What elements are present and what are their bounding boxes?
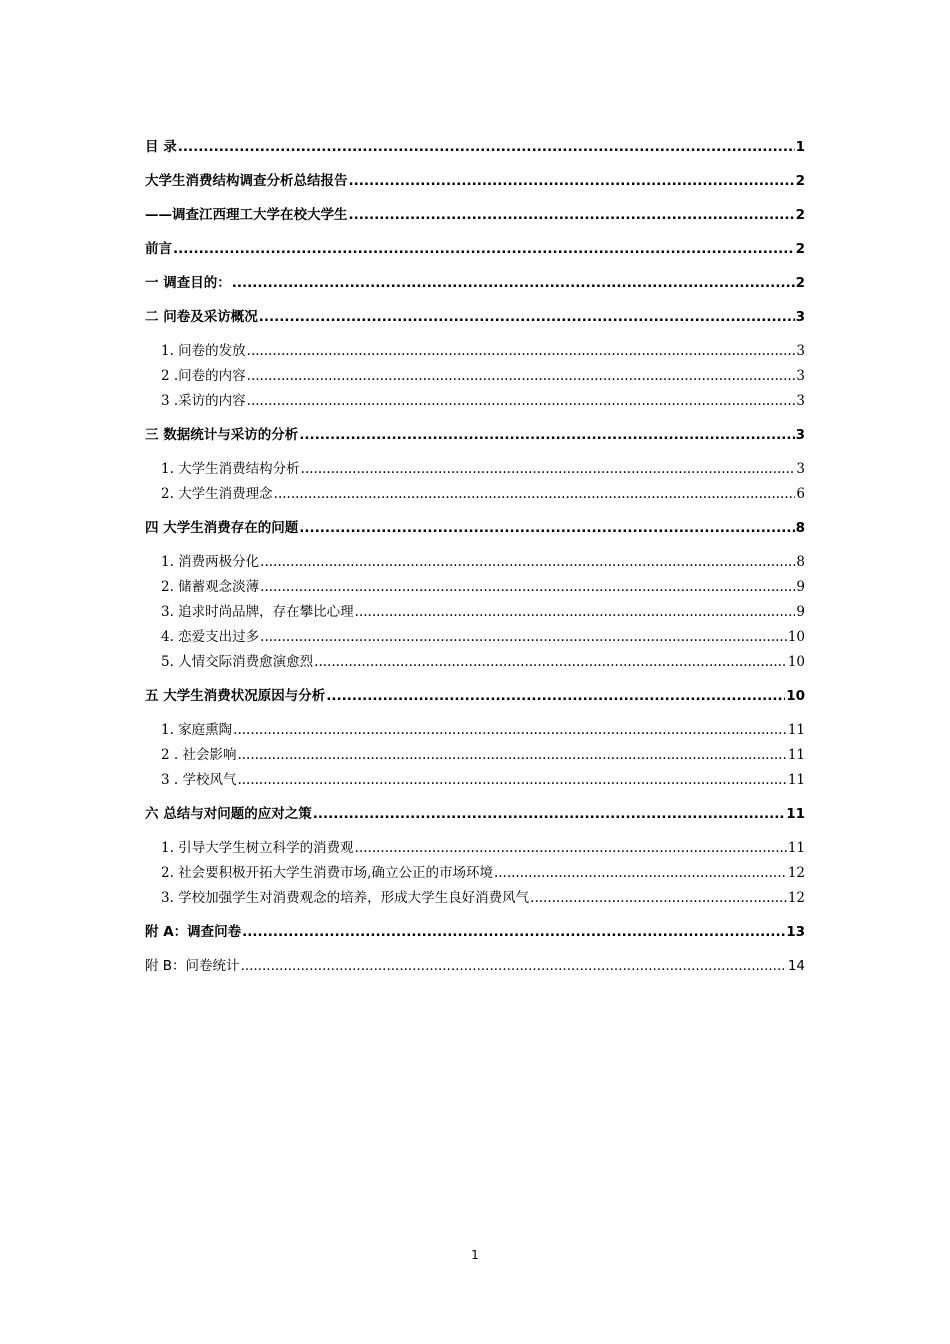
toc-entry-title: 六 总结与对问题的应对之策 [145,806,312,822]
toc-entry-page: 12 [787,865,805,881]
toc-entry-page: 1 [795,139,805,155]
dot-leader [247,339,796,363]
dot-leader [232,271,795,295]
dot-leader [494,861,787,885]
toc-entry-page: 11 [787,840,805,856]
toc-entry-section[interactable] [145,836,805,860]
toc-entry-page: 8 [796,554,805,570]
toc-entry-page: 3 [796,393,805,409]
toc-entry-page: 11 [786,806,805,822]
toc-entry-title: 3. 学校加强学生对消费观念的培养，形成大学生良好消费风气 [161,890,530,906]
toc-entry-page: 11 [787,722,805,738]
toc-entry-title: 附 A：调查问卷 [145,924,242,940]
toc-entry-page: 6 [796,486,805,502]
dot-leader [349,203,795,227]
toc-entry-page: 9 [796,579,805,595]
toc-entry-chapter[interactable] [145,423,805,447]
toc-entry-chapter[interactable] [145,920,805,944]
toc-entry-chapter[interactable] [145,305,805,329]
toc-entry-title: 2. 大学生消费理念 [161,486,273,502]
dot-leader [247,389,796,413]
dot-leader [326,684,785,708]
toc-entry-chapter[interactable] [145,203,805,227]
dot-leader [173,237,795,261]
toc-entry-chapter[interactable] [145,802,805,826]
toc-entry-page: 2 [795,241,805,257]
toc-entry-section[interactable] [145,339,805,363]
toc-entry-page: 13 [786,924,805,940]
toc-entry-page: 3 [796,368,805,384]
toc-entry-chapter[interactable] [145,237,805,261]
toc-entry-title: 四 大学生消费存在的问题 [145,520,299,536]
toc-entry-section[interactable] [145,650,805,674]
toc-entry-chapter[interactable] [145,271,805,295]
toc-entry-section[interactable] [145,550,805,574]
toc-entry-page: 3 [796,343,805,359]
dot-leader [241,954,787,978]
dot-leader [233,718,787,742]
toc-entry-section[interactable] [145,600,805,624]
toc-entry-page: 3 [795,309,805,325]
toc-entry-section[interactable] [145,768,805,792]
toc-entry-chapter[interactable] [145,954,805,978]
toc-entry-chapter[interactable] [145,135,805,159]
dot-leader [314,650,787,674]
dot-leader [259,305,795,329]
toc-entry-page: 12 [787,890,805,906]
toc-entry-section[interactable] [145,389,805,413]
dot-leader [301,457,796,481]
toc-entry-section[interactable] [145,718,805,742]
toc-entry-section[interactable] [145,457,805,481]
toc-entry-title: 五 大学生消费状况原因与分析 [145,688,326,704]
toc-entry-title: 3 . 学校风气 [161,772,237,788]
toc-entry-title: 目 录 [145,139,177,155]
toc-entry-chapter[interactable] [145,516,805,540]
toc-entry-section[interactable] [145,861,805,885]
toc-entry-section[interactable] [145,364,805,388]
toc-entry-page: 9 [796,604,805,620]
toc-entry-title: 三 数据统计与采访的分析 [145,427,299,443]
toc-entry-section[interactable] [145,575,805,599]
toc-entry-page: 8 [795,520,805,536]
toc-entry-title: 3 .采访的内容 [161,393,246,409]
dot-leader [178,135,795,159]
dot-leader [299,516,794,540]
toc-entry-title: 一 调查目的： [145,275,231,291]
dot-leader [313,802,786,826]
toc-entry-page: 2 [795,207,805,223]
table-of-contents [145,135,805,978]
dot-leader [530,886,787,910]
toc-entry-chapter[interactable] [145,169,805,193]
toc-entry-title: 4. 恋爱支出过多 [161,629,260,645]
dot-leader [242,920,785,944]
toc-entry-page: 14 [787,958,805,974]
toc-entry-title: 5. 人情交际消费愈演愈烈 [161,654,314,670]
toc-entry-page: 3 [795,427,805,443]
toc-entry-title: 1. 问卷的发放 [161,343,246,359]
dot-leader [260,625,787,649]
toc-entry-title: 二 问卷及采访概况 [145,309,258,325]
toc-entry-title: 附 B：问卷统计 [145,958,240,974]
dot-leader [237,768,786,792]
dot-leader [274,482,796,506]
dot-leader [247,364,796,388]
dot-leader [260,550,795,574]
toc-entry-chapter[interactable] [145,684,805,708]
toc-entry-page: 11 [787,772,805,788]
toc-entry-title: ——调查江西理工大学在校大学生 [145,207,348,223]
toc-entry-title: 1. 引导大学生树立科学的消费观 [161,840,354,856]
toc-entry-title: 1. 大学生消费结构分析 [161,461,300,477]
toc-entry-title: 1. 消费两极分化 [161,554,260,570]
toc-entry-section[interactable] [145,625,805,649]
toc-entry-title: 2 .问卷的内容 [161,368,246,384]
dot-leader [237,743,786,767]
toc-entry-page: 3 [796,461,805,477]
dot-leader [355,836,787,860]
toc-entry-title: 2. 储蓄观念淡薄 [161,579,260,595]
dot-leader [349,169,795,193]
toc-entry-title: 3. 追求时尚品牌，存在攀比心理 [161,604,354,620]
toc-entry-title: 2 . 社会影响 [161,747,237,763]
toc-entry-page: 10 [787,654,805,670]
toc-entry-page: 10 [787,629,805,645]
toc-entry-title: 大学生消费结构调查分析总结报告 [145,173,348,189]
toc-entry-section[interactable] [145,886,805,910]
toc-entry-title: 2. 社会要积极开拓大学生消费市场,确立公正的市场环境 [161,865,493,881]
toc-entry-page: 11 [787,747,805,763]
page-number: 1 [471,1248,479,1262]
dot-leader [355,600,796,624]
toc-entry-page: 2 [795,275,805,291]
toc-entry-title: 1. 家庭熏陶 [161,722,233,738]
toc-entry-section[interactable] [145,482,805,506]
toc-entry-section[interactable] [145,743,805,767]
toc-entry-page: 10 [786,688,805,704]
dot-leader [260,575,795,599]
toc-entry-page: 2 [795,173,805,189]
dot-leader [299,423,794,447]
toc-entry-title: 前言 [145,241,172,257]
